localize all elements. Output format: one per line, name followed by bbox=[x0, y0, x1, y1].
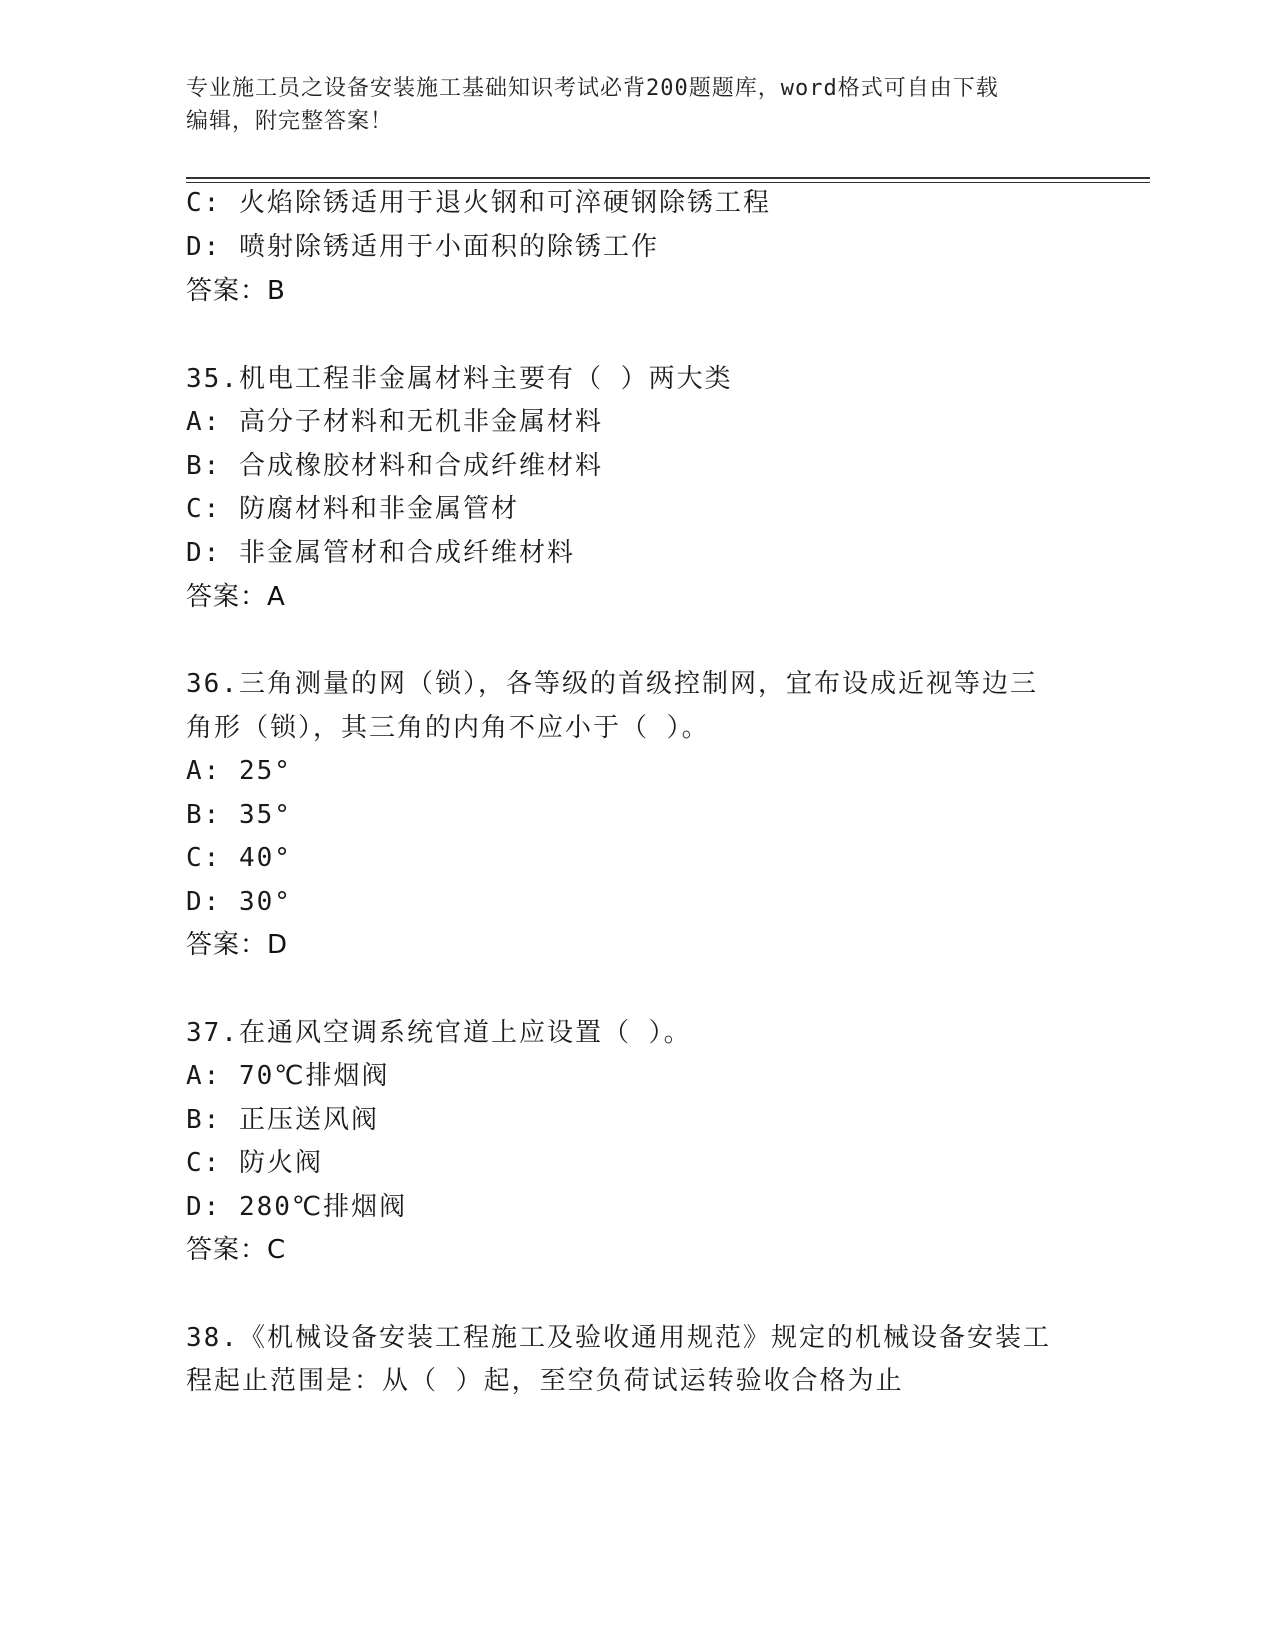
header-title-line-1: 专业施工员之设备安装施工基础知识考试必背200题题库，word格式可自由下载 bbox=[186, 76, 999, 101]
q37-option-b: B: 正压送风阀 bbox=[186, 1105, 379, 1135]
q35-stem: 35.机电工程非金属材料主要有（ ）两大类 bbox=[186, 364, 733, 394]
q36-option-a: A: 25° bbox=[186, 756, 292, 786]
q35-option-d: D: 非金属管材和合成纤维材料 bbox=[186, 538, 575, 568]
q37-stem: 37.在通风空调系统官道上应设置（ ）。 bbox=[186, 1018, 692, 1048]
q38-stem-line-1: 38.《机械设备安装工程施工及验收通用规范》规定的机械设备安装工 bbox=[186, 1323, 1051, 1353]
q36-stem-line-1: 36.三角测量的网（锁），各等级的首级控制网，宜布设成近视等边三 bbox=[186, 669, 1038, 699]
q37-answer: 答案：C bbox=[186, 1235, 287, 1265]
q36-answer: 答案：D bbox=[186, 930, 289, 960]
q36-option-d: D: 30° bbox=[186, 887, 292, 917]
page-header bbox=[186, 72, 1086, 138]
q35-option-b: B: 合成橡胶材料和合成纤维材料 bbox=[186, 451, 603, 481]
q35-option-a: A: 高分子材料和无机非金属材料 bbox=[186, 407, 603, 437]
q34-answer: 答案：B bbox=[186, 276, 286, 306]
q37-option-c: C: 防火阀 bbox=[186, 1148, 323, 1178]
q37-option-d: D: 280℃排烟阀 bbox=[186, 1192, 408, 1222]
header-title-line-2: 编辑，附完整答案！ bbox=[186, 109, 394, 134]
q34-option-d: D: 喷射除锈适用于小面积的除锈工作 bbox=[186, 232, 659, 262]
q36-option-c: C: 40° bbox=[186, 843, 292, 873]
q38-stem-line-2: 程起止范围是：从（ ）起，至空负荷试运转验收合格为止 bbox=[186, 1366, 904, 1396]
q35-answer: 答案：A bbox=[186, 582, 286, 612]
q34-option-c: C: 火焰除锈适用于退火钢和可淬硬钢除锈工程 bbox=[186, 188, 771, 218]
header-divider-thick bbox=[186, 177, 1150, 179]
q36-option-b: B: 35° bbox=[186, 800, 292, 830]
q37-option-a: A: 70℃排烟阀 bbox=[186, 1061, 390, 1091]
q35-option-c: C: 防腐材料和非金属管材 bbox=[186, 494, 519, 524]
q36-stem-line-2: 角形（锁），其三角的内角不应小于（ ）。 bbox=[186, 713, 710, 743]
header-divider-thin bbox=[186, 182, 1150, 183]
